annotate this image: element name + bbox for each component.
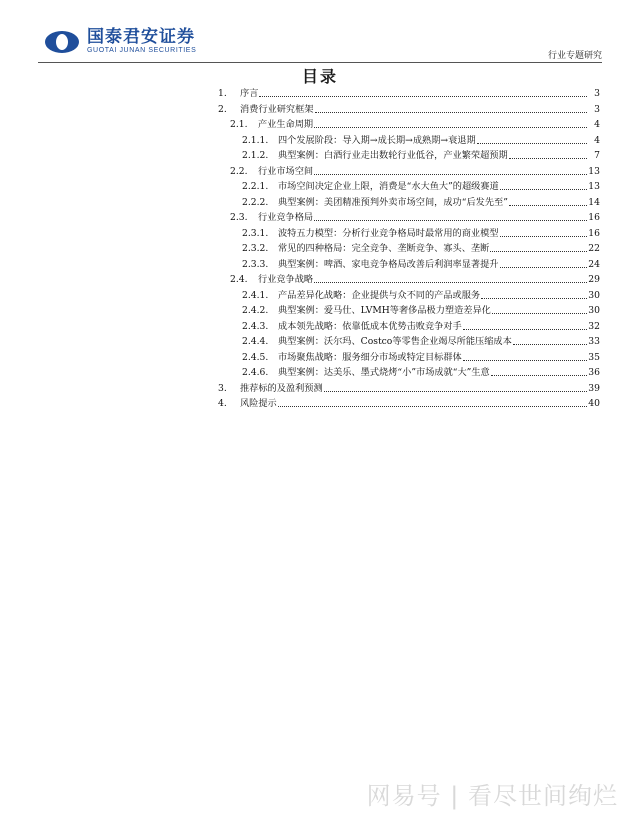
toc-entry[interactable]: [218, 117, 600, 133]
toc-entry-page: 16: [588, 212, 600, 223]
toc-entry[interactable]: [218, 257, 600, 273]
toc-entry[interactable]: [218, 272, 600, 288]
toc-title: 目录: [301, 67, 338, 86]
toc-entry-title: 市场空间决定企业上限，消费是“水大鱼大”的超级赛道: [278, 181, 499, 192]
toc-entry-number: 3.: [218, 382, 227, 394]
toc-leader-dots: [513, 334, 587, 345]
brand-name-en: GUOTAI JUNAN SECURITIES: [87, 47, 197, 54]
toc-entry[interactable]: [218, 241, 600, 257]
toc-leader-dots: [314, 117, 587, 128]
toc-entry-number: 2.4.3.: [242, 320, 269, 332]
toc-entry[interactable]: [218, 148, 600, 164]
toc-leader-dots: [463, 350, 587, 361]
brand-logo-icon: [45, 31, 79, 53]
toc-entry[interactable]: [218, 164, 600, 180]
toc-leader-dots: [492, 303, 587, 314]
toc-entry-title: 产品差异化战略：企业提供与众不同的产品或服务: [278, 289, 481, 301]
toc-entry[interactable]: [218, 319, 600, 335]
toc-entry-number: 2.2.1.: [242, 181, 269, 192]
table-of-contents: [218, 86, 600, 412]
report-type-label: 行业专题研究: [547, 51, 602, 61]
toc-entry-title: 典型案例：啤酒、家电竞争格局改善后利润率显著提升: [278, 258, 499, 270]
toc-entry-page: 24: [588, 258, 600, 270]
toc-entry-page: 3: [594, 88, 600, 99]
toc-leader-dots: [481, 288, 587, 299]
toc-entry-number: 2.4.: [230, 274, 248, 285]
toc-entry-title: 行业市场空间: [258, 165, 314, 177]
toc-entry[interactable]: [218, 288, 600, 304]
toc-entry-number: 2.3.2.: [242, 243, 269, 254]
toc-leader-dots: [500, 179, 587, 190]
toc-entry-number: 2.1.: [230, 119, 248, 130]
toc-entry-title: 四个发展阶段：导入期→成长期→成熟期→衰退期: [278, 134, 476, 146]
toc-entry-page: 35: [588, 351, 600, 363]
toc-entry-page: 13: [588, 165, 600, 177]
toc-entry-page: 13: [588, 181, 600, 192]
toc-entry-title: 市场聚焦战略：服务细分市场或特定目标群体: [278, 351, 462, 363]
toc-entry-title: 常见的四种格局：完全竞争、垄断竞争、寡头、垄断: [278, 243, 490, 254]
toc-entry-page: 22: [588, 243, 600, 254]
page-header: [0, 0, 640, 64]
toc-entry-number: 2.4.2.: [242, 305, 269, 316]
toc-entry-title: 典型案例：白酒行业走出数轮行业低谷，产业繁荣超预期: [278, 150, 508, 161]
header-divider: [38, 62, 602, 63]
toc-entry-number: 2.4.1.: [242, 289, 269, 301]
toc-entry-number: 2.2.: [230, 165, 248, 177]
toc-entry-number: 2.: [218, 103, 227, 115]
toc-entry[interactable]: [218, 365, 600, 381]
toc-leader-dots: [315, 102, 588, 113]
toc-entry-title: 消费行业研究框架: [240, 103, 314, 115]
toc-entry[interactable]: [218, 102, 600, 118]
toc-entry[interactable]: [218, 334, 600, 350]
watermark: 网易号 | 看尽世间绚烂: [366, 782, 618, 810]
toc-entry-title: 推荐标的及盈利预测: [240, 382, 323, 394]
toc-entry-page: 7: [594, 150, 600, 161]
toc-entry-page: 16: [588, 227, 600, 239]
toc-entry[interactable]: [218, 303, 600, 319]
toc-entry-title: 典型案例：沃尔玛、Costco等零售企业竭尽所能压缩成本: [278, 336, 512, 347]
toc-leader-dots: [500, 226, 588, 237]
toc-entry-page: 3: [594, 103, 600, 115]
toc-entry-title: 典型案例：美团精准预判外卖市场空间，成功“后发先至”: [278, 196, 508, 208]
toc-entry-number: 2.3.3.: [242, 258, 269, 270]
toc-entry-number: 2.2.2.: [242, 196, 269, 208]
toc-entry-page: 30: [588, 289, 600, 301]
toc-leader-dots: [259, 86, 587, 97]
toc-leader-dots: [314, 210, 587, 221]
toc-entry-page: 4: [594, 134, 600, 146]
toc-entry-number: 2.4.6.: [242, 367, 269, 378]
toc-entry-title: 风险提示: [240, 398, 277, 409]
toc-entry[interactable]: [218, 179, 600, 195]
toc-leader-dots: [509, 148, 587, 159]
toc-entry[interactable]: [218, 381, 600, 397]
toc-entry-page: 32: [588, 320, 600, 332]
brand-name-cn: 国泰君安证券: [87, 27, 195, 47]
toc-entry-title: 序言: [240, 88, 259, 99]
toc-entry-number: 1.: [218, 88, 227, 99]
toc-entry-page: 4: [594, 119, 600, 130]
toc-entry-page: 40: [588, 398, 600, 409]
toc-leader-dots: [463, 319, 587, 330]
toc-entry[interactable]: [218, 350, 600, 366]
toc-entry-page: 33: [588, 336, 600, 347]
toc-entry[interactable]: [218, 226, 600, 242]
toc-entry[interactable]: [218, 86, 600, 102]
toc-entry-page: 36: [588, 367, 600, 378]
toc-leader-dots: [314, 272, 587, 283]
toc-entry-page: 30: [588, 305, 600, 316]
toc-entry-number: 2.1.1.: [242, 134, 269, 146]
toc-entry-title: 行业竞争战略: [258, 274, 314, 285]
toc-entry-number: 2.4.4.: [242, 336, 269, 347]
toc-entry-number: 2.1.2.: [242, 150, 269, 161]
brand-logo: [45, 28, 196, 55]
toc-entry-title: 行业竞争格局: [258, 212, 314, 223]
toc-entry-number: 2.3.1.: [242, 227, 269, 239]
toc-entry[interactable]: [218, 133, 600, 149]
toc-leader-dots: [324, 381, 587, 392]
toc-entry-page: 29: [588, 274, 600, 285]
toc-entry[interactable]: [218, 396, 600, 412]
toc-entry[interactable]: [218, 195, 600, 211]
toc-entry-title: 典型案例：达美乐、墨式烧烤“小”市场成就“大”生意: [278, 367, 490, 378]
toc-entry[interactable]: [218, 210, 600, 226]
toc-leader-dots: [278, 396, 587, 407]
toc-entry-title: 产业生命周期: [258, 119, 314, 130]
toc-entry-number: 4.: [218, 398, 227, 409]
toc-leader-dots: [509, 195, 587, 206]
toc-entry-title: 典型案例：爱马仕、LVMH等奢侈品极力塑造差异化: [278, 305, 491, 316]
toc-leader-dots: [500, 257, 588, 268]
toc-entry-page: 14: [588, 196, 600, 208]
toc-leader-dots: [491, 365, 587, 376]
toc-entry-title: 波特五力模型：分析行业竞争格局时最常用的商业模型: [278, 227, 499, 239]
toc-entry-page: 39: [588, 382, 600, 394]
toc-leader-dots: [477, 133, 587, 144]
toc-entry-number: 2.3.: [230, 212, 248, 223]
toc-leader-dots: [490, 241, 587, 252]
toc-entry-number: 2.4.5.: [242, 351, 269, 363]
toc-entry-title: 成本领先战略：依靠低成本优势击败竞争对手: [278, 320, 462, 332]
toc-leader-dots: [314, 164, 587, 175]
